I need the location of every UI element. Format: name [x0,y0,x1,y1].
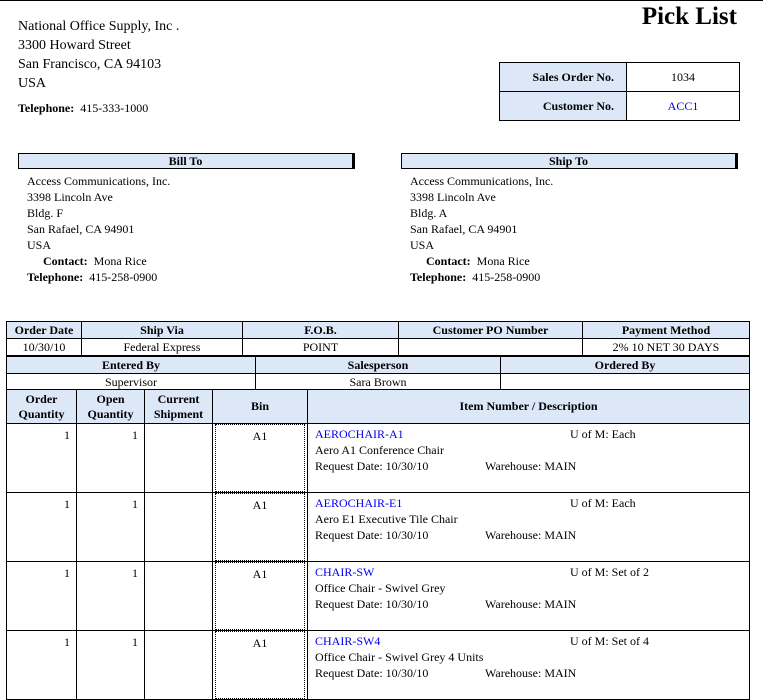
order-people-table [6,356,750,391]
bin-value: A1 [215,631,305,699]
bin-value: A1 [215,424,305,492]
warehouse: Warehouse: MAIN [485,528,577,542]
open-qty: 1 [77,493,145,562]
warehouse: Warehouse: MAIN [485,597,577,611]
order-qty: 1 [7,493,77,562]
telephone-value: 415-258-0900 [472,270,541,284]
item-description: Office Chair - Swivel Grey [315,581,446,595]
table-row [7,493,750,562]
current-shipment [145,424,213,493]
contact-label: Contact: [43,254,88,268]
open-qty: 1 [77,424,145,493]
order-info-table [6,321,750,356]
request-date: Request Date: 10/30/10 [315,459,429,473]
item-description-cell [308,562,750,631]
bin-value: A1 [215,562,305,630]
uom: U of M: Each [570,427,636,441]
item-description: Aero E1 Executive Tile Chair [315,512,458,526]
telephone-label: Telephone: [18,101,75,115]
uom: U of M: Each [570,496,636,510]
fob-value: POINT [243,339,399,356]
uom: U of M: Set of 4 [570,634,649,648]
customer-po-header: Customer PO Number [399,322,583,339]
telephone-value: 415-333-1000 [80,101,149,115]
entered-by-header: Entered By [7,357,256,374]
ordered-by-value [501,374,750,391]
order-qty: 1 [7,562,77,631]
salesperson-value: Sara Brown [256,374,501,391]
bin-cell [213,424,308,493]
sales-order-label: Sales Order No. [500,63,627,92]
company-country: USA [18,76,47,91]
current-shipment [145,493,213,562]
items-table [6,389,750,700]
ship-via-value: Federal Express [82,339,243,356]
item-header: Item Number / Description [308,390,750,424]
bill-to-section [18,153,355,285]
telephone-label: Telephone: [410,270,467,284]
customer-link[interactable]: ACC1 [627,92,740,121]
uom: U of M: Set of 2 [570,565,649,579]
request-date: Request Date: 10/30/10 [315,597,429,611]
warehouse: Warehouse: MAIN [485,459,577,473]
open-qty: 1 [77,562,145,631]
customer-label: Customer No. [500,92,627,121]
bin-cell [213,493,308,562]
order-summary-table [499,62,740,121]
contact-value: Mona Rice [93,254,147,268]
ship-to-header: Ship To [401,153,738,169]
telephone-value: 415-258-0900 [89,270,158,284]
bill-to-line: Access Communications, Inc. [27,174,171,188]
item-description-cell [308,424,750,493]
item-number-link[interactable]: CHAIR-SW [315,565,375,579]
payment-method-value: 2% 10 NET 30 DAYS [583,339,750,356]
warehouse: Warehouse: MAIN [485,666,577,680]
contact-label: Contact: [426,254,471,268]
bill-to-header: Bill To [18,153,355,169]
salesperson-header: Salesperson [256,357,501,374]
order-qty-header: Order Quantity [7,390,77,424]
bill-to-telephone [27,269,355,285]
company-street: 3300 Howard Street [18,38,131,53]
request-date: Request Date: 10/30/10 [315,666,429,680]
ship-to-telephone [410,269,738,285]
item-description: Office Chair - Swivel Grey 4 Units [315,650,484,664]
company-name: National Office Supply, Inc . [18,19,180,34]
open-qty: 1 [77,631,145,700]
telephone-label: Telephone: [27,270,84,284]
entered-by-value: Supervisor [7,374,256,391]
ship-to-line: San Rafael, CA 94901 [410,222,518,236]
bill-to-contact [27,253,355,269]
bin-value: A1 [215,493,305,561]
item-number-link[interactable]: AEROCHAIR-E1 [315,496,403,510]
item-description-cell [308,493,750,562]
page-title: Pick List [641,3,737,30]
table-row [7,631,750,700]
current-shipment-header: Current Shipment [145,390,213,424]
item-number-link[interactable]: AEROCHAIR-A1 [315,427,404,441]
ship-via-header: Ship Via [82,322,243,339]
contact-value: Mona Rice [476,254,530,268]
ship-to-line: Bldg. A [410,206,448,220]
ship-to-contact [410,253,738,269]
customer-po-value [399,339,583,356]
order-date-header: Order Date [7,322,82,339]
item-description-cell [308,631,750,700]
bill-to-line: 3398 Lincoln Ave [27,190,113,204]
bin-cell [213,562,308,631]
order-date-value: 10/30/10 [7,339,82,356]
request-date: Request Date: 10/30/10 [315,528,429,542]
payment-method-header: Payment Method [583,322,750,339]
ship-to-line: 3398 Lincoln Ave [410,190,496,204]
item-description: Aero A1 Conference Chair [315,443,444,457]
bill-to-line: San Rafael, CA 94901 [27,222,135,236]
item-number-link[interactable]: CHAIR-SW4 [315,634,381,648]
ordered-by-header: Ordered By [501,357,750,374]
current-shipment [145,631,213,700]
table-row [7,424,750,493]
ship-to-section [401,153,738,285]
bin-header: Bin [213,390,308,424]
ship-to-line: USA [410,238,435,252]
current-shipment [145,562,213,631]
order-qty: 1 [7,631,77,700]
company-city: San Francisco, CA 94103 [18,57,162,72]
company-address [18,17,179,118]
order-qty: 1 [7,424,77,493]
fob-header: F.O.B. [243,322,399,339]
bill-to-line: Bldg. F [27,206,64,220]
sales-order-value: 1034 [627,63,740,92]
bill-to-line: USA [27,238,52,252]
bin-cell [213,631,308,700]
open-qty-header: Open Quantity [77,390,145,424]
company-telephone [18,99,179,118]
ship-to-line: Access Communications, Inc. [410,174,554,188]
table-row [7,562,750,631]
